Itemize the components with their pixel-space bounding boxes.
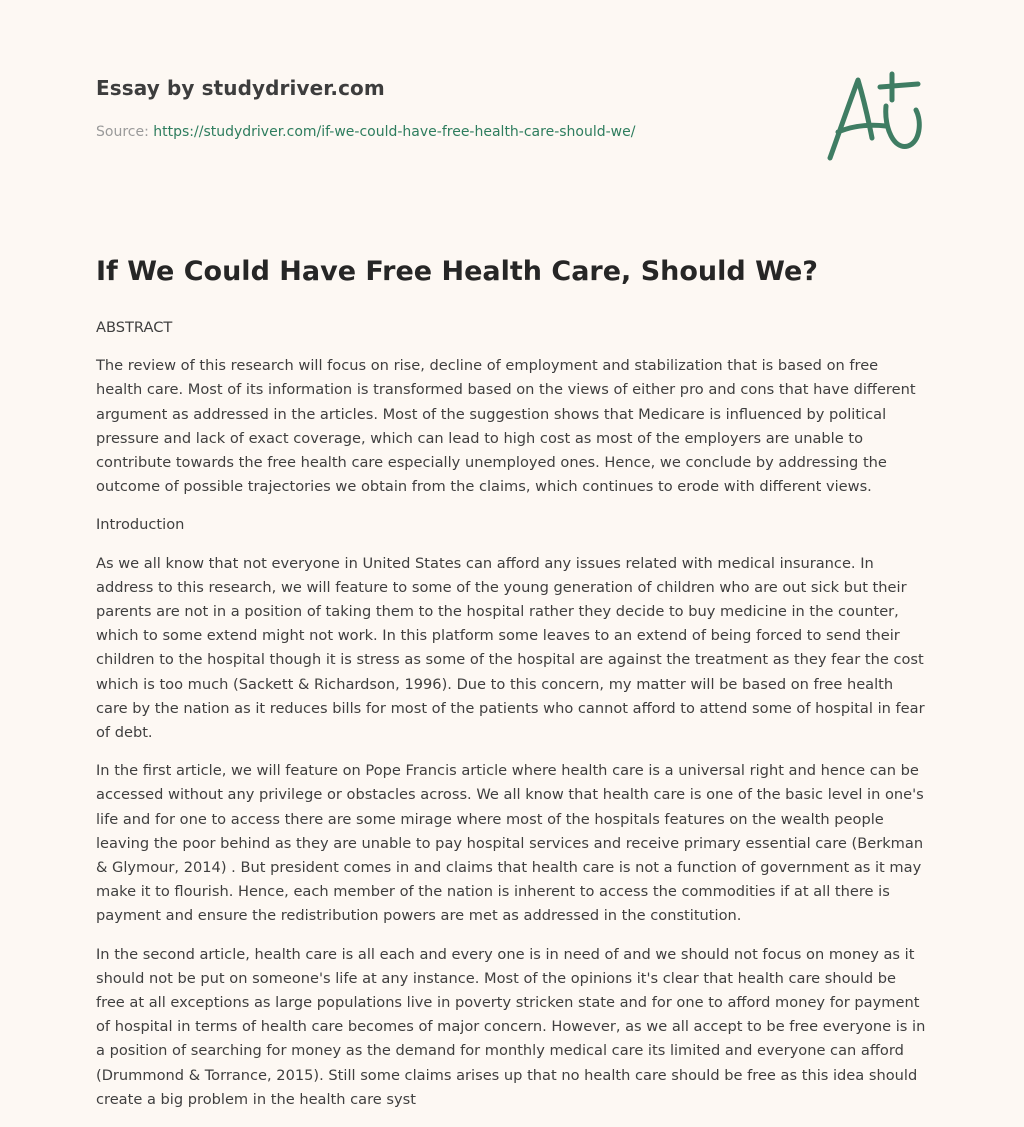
- essay-body: [96, 316, 928, 1126]
- source-label: Source:: [96, 124, 154, 140]
- introduction-heading: Introduction: [96, 516, 185, 534]
- source-link[interactable]: https://studydriver.com/if-we-could-have-free-health-care-should-we/: [153, 124, 636, 140]
- site-title: Essay by studydriver.com: [96, 76, 385, 100]
- body-paragraph-3: In the second article, health care is all each and every one is in need of and we should not focus on money as it should not be put on someone's life at any instance. Most of the opinions it's clear that health care should be free at all exceptions as large populations live in poverty stricken state and for one to afford money for payment of hospital in terms of health care becomes of major concern. However, as we all accept to be free everyone is in a position of searching for money as the demand for monthly medical care its limited and everyone can afford (Drummond & Torrance, 2015). Still some claims arises up that no health care should be free as this idea should create a big problem in the health care syst: [96, 945, 926, 1108]
- a-plus-logo-icon: [824, 66, 928, 166]
- source-line: [96, 124, 635, 140]
- essay-title: If We Could Have Free Health Care, Should We?: [96, 256, 818, 287]
- abstract-heading: ABSTRACT: [96, 319, 173, 336]
- body-paragraph-2: In the first article, we will feature on Pope Francis article where health care is a universal right and hence can be accessed without any privilege or obstacles across. We all know that health care is one of the basic level in one's life and for one to access there are some mirage where most of the hospitals features on the wealth people leaving the poor behind as they are unable to pay hospital services and receive primary essential care (Berkman & Glymour, 2014) . But president comes in and claims that health care is not a function of government as it may make it to flourish. Hence, each member of the nation is inherent to access the commodities if at all there is payment and ensure the redistribution powers are met as addressed in the constitution.: [96, 762, 924, 925]
- body-paragraph-1: As we all know that not everyone in United States can afford any issues related with medical insurance. In address to this research, we will feature to some of the young generation of children who are out sick but their parents are not in a position of taking them to the hospital rather they decide to buy medicine in the counter, which to some extend might not work. In this platform some leaves to an extend of being forced to send their children to the hospital though it is stress as some of the hospital are against the treatment as they fear the cost which is too much (Sackett & Richardson, 1996). Due to this concern, my matter will be based on free health care by the nation as it reduces bills for most of the patients who cannot afford to attend some of hospital in fear of debt.: [96, 554, 925, 742]
- abstract-paragraph: The review of this research will focus on rise, decline of employment and stabilization that is based on free health care. Most of its information is transformed based on the views of either pro and cons that have different argument as addressed in the articles. Most of the suggestion shows that Medicare is influenced by political pressure and lack of exact coverage, which can lead to high cost as most of the employers are unable to contribute towards the free health care especially unemployed ones. Hence, we conclude by addressing the outcome of possible trajectories we obtain from the claims, which continues to erode with different views.: [96, 357, 916, 496]
